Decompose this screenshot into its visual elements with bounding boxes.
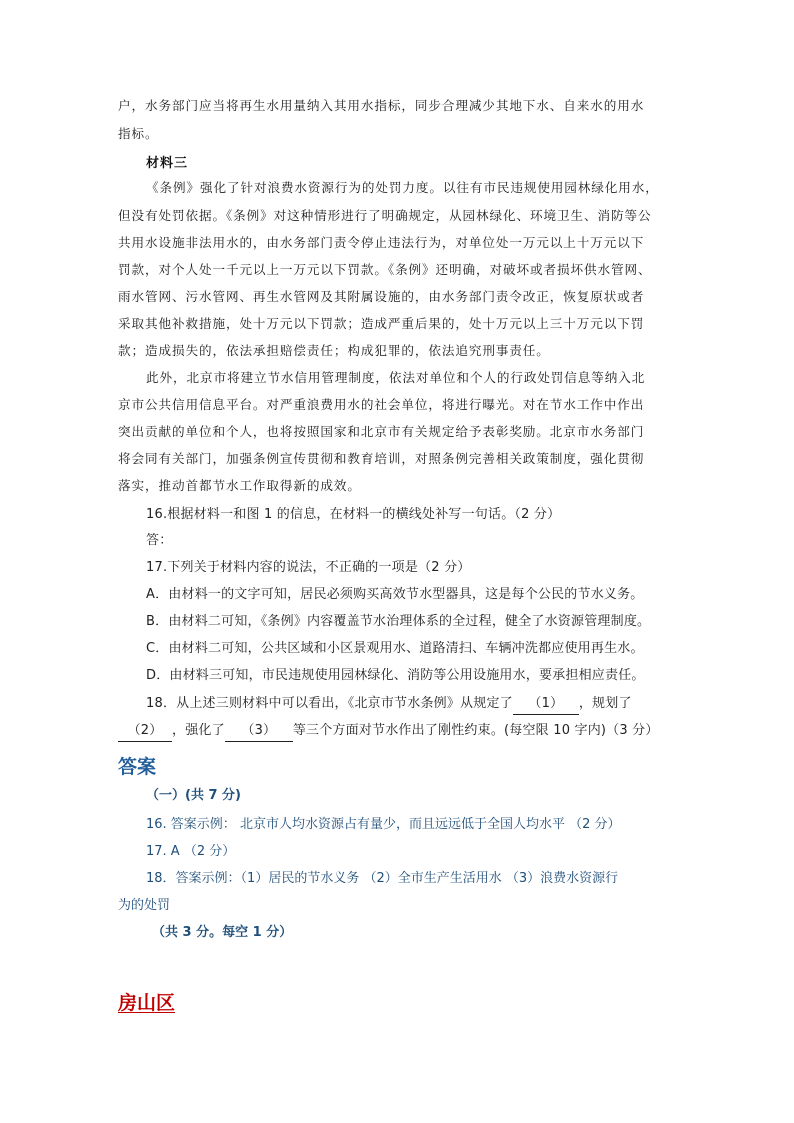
question-18-line1 — [146, 694, 632, 715]
material3-para2-line: 落实，推动首都节水工作取得新的成效。 — [118, 478, 361, 493]
answer-18-line1: 18．答案示例：（1）居民的节水义务 （2）全市生产生活用水 （3）浪费水资源行 — [146, 871, 619, 886]
answer-18-score: （共 3 分。每空 1 分） — [152, 925, 293, 940]
material3-para1-line: 罚款，对个人处一千元以上一万元以下罚款。《条例》还明确，对破坏或者损坏供水管网、 — [118, 262, 652, 277]
answers-section-label: （一）(共 7 分) — [146, 788, 241, 803]
question-17-option-c: C．由材料二可知，公共区域和小区景观用水、道路清扫、车辆冲洗都应使用再生水。 — [146, 641, 644, 656]
question-18-text: ，规划了 — [578, 696, 632, 711]
material-text-line: 户，水务部门应当将再生水用量纳入其用水指标，同步合理减少其地下水、自来水的用水 — [118, 98, 645, 113]
question-18-line2 — [118, 721, 659, 742]
answer-16: 16. 答案示例： 北京市人均水资源占有量少，而且远远低于全国人均水平 （2 分） — [146, 817, 621, 832]
question-18-blank-1: （1） — [513, 694, 579, 715]
question-16: 16.根据材料一和图 1 的信息，在材料一的横线处补写一句话。（2 分） — [146, 507, 561, 522]
question-16-answer-label: 答： — [146, 533, 173, 548]
material3-para1-line: 共用水设施非法用水的，由水务部门责令停止违法行为，对单位处一万元以上十万元以下 — [118, 235, 645, 250]
question-18-blank-3: （3） — [225, 721, 293, 742]
material3-para1-line: 但没有处罚依据。《条例》对这种情形进行了明确规定，从园林绿化、环境卫生、消防等公 — [118, 208, 652, 223]
question-17-option-b: B．由材料二可知，《条例》内容覆盖节水治理体系的全过程，健全了水资源管理制度。 — [146, 614, 651, 629]
answer-18-line2: 为的处罚 — [118, 898, 171, 913]
material3-heading: 材料三 — [146, 156, 189, 171]
question-17-option-a: A．由材料一的文字可知，居民必须购买高效节水型器具，这是每个公民的节水义务。 — [146, 587, 644, 602]
question-18-text: ，强化了 — [172, 723, 225, 738]
question-18-text: 等三个方面对节水作出了刚性约束。(每空限 10 字内)（3 分） — [292, 723, 659, 738]
question-17: 17.下列关于材料内容的说法，不正确的一项是（2 分） — [146, 560, 471, 575]
material3-para2-line: 此外，北京市将建立节水信用管理制度，依法对单位和个人的行政处罚信息等纳入北 — [146, 370, 646, 385]
question-18-text: 18．从上述三则材料中可以看出，《北京市节水条例》从规定了 — [146, 696, 513, 711]
material3-para2-line: 将会同有关部门，加强条例宣传贯彻和教育培训，对照条例完善相关政策制度，强化贯彻 — [118, 451, 645, 466]
question-17-option-d: D．由材料三可知，市民违规使用园林绿化、消防等公用设施用水，要承担相应责任。 — [146, 668, 645, 683]
material3-para1-line: 款；造成损失的，依法承担赔偿责任；构成犯罪的，依法追究刑事责任。 — [118, 343, 550, 358]
material3-para1-line: 雨水管网、污水管网、再生水管网及其附属设施的，由水务部门责令改正，恢复原状或者 — [118, 289, 645, 304]
material3-para1-line: 《条例》强化了针对浪费水资源行为的处罚力度。以往有市民违规使用园林绿化用水， — [146, 180, 659, 195]
material-text-line: 指标。 — [118, 126, 159, 141]
material3-para1-line: 采取其他补救措施，处十万元以下罚款；造成严重后果的，处十万元以上三十万元以下罚 — [118, 316, 645, 331]
question-18-blank-2: （2） — [118, 721, 172, 742]
answers-heading: 答案 — [118, 756, 157, 778]
material3-para2-line: 京市公共信用信息平台。对严重浪费用水的社会单位，将进行曝光。对在节水工作中作出 — [118, 397, 645, 412]
district-heading: 房山区 — [118, 992, 176, 1014]
material3-para2-line: 突出贡献的单位和个人，也将按照国家和北京市有关规定给予表彰奖励。北京市水务部门 — [118, 424, 645, 439]
answer-17: 17. A （2 分） — [146, 844, 236, 859]
